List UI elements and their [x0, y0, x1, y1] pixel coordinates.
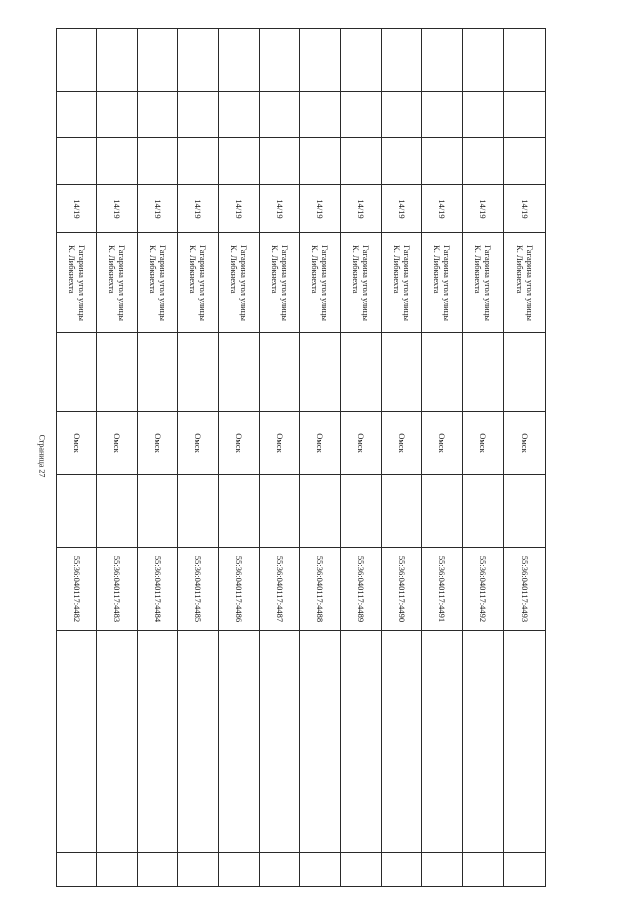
cadastral-text: 55:36:040117:4488: [315, 555, 325, 623]
table-cell: [463, 92, 504, 138]
table-cell: [504, 475, 546, 548]
table-cell: [422, 631, 463, 853]
table-cell: [178, 412, 219, 475]
address-line-1: Гагарина угол улицы: [279, 244, 290, 321]
address-line-1: Гагарина угол улицы: [157, 244, 168, 321]
table-cell: [138, 29, 178, 92]
address-line-2: К. Либкнехта: [269, 244, 280, 294]
table-cell: [382, 138, 422, 185]
table-cell: [178, 475, 219, 548]
table-cell: [138, 92, 178, 138]
table-cell: [463, 631, 504, 853]
address-line-2: К. Либкнехта: [66, 244, 77, 294]
table-cell: [504, 185, 546, 233]
address-line-2: К. Либкнехта: [147, 244, 158, 294]
table-cell: [219, 92, 260, 138]
table-cell: [463, 185, 504, 233]
table-cell: [463, 29, 504, 92]
table-cell: [341, 29, 382, 92]
table-cell: [97, 92, 138, 138]
city-text: Омск: [315, 433, 325, 453]
number-text: 14/19: [519, 198, 530, 219]
table-cell: [300, 475, 341, 548]
table-cell: [504, 233, 546, 333]
table-cell: [260, 233, 300, 333]
table-cell: [178, 548, 219, 631]
address-line-2: К. Либкнехта: [391, 244, 402, 294]
table-cell: [219, 475, 260, 548]
table-band: [57, 333, 546, 412]
table-cell: [341, 233, 382, 333]
table-cell: [97, 333, 138, 412]
table-band: [57, 138, 546, 185]
table-cell: [422, 138, 463, 185]
table-cell: [422, 233, 463, 333]
table-cell: [260, 185, 300, 233]
address-text: [148, 245, 168, 321]
table-cell: [504, 333, 546, 412]
table-cell: [341, 475, 382, 548]
table-cell: [97, 412, 138, 475]
table-cell: [57, 475, 97, 548]
address-text: [107, 245, 127, 321]
table-cell: [219, 853, 260, 887]
table-cell: [260, 412, 300, 475]
table-cell: [219, 233, 260, 333]
address-line-2: К. Либкнехта: [432, 244, 442, 294]
number-text: 14/19: [71, 198, 82, 219]
number-text: 14/19: [193, 198, 203, 219]
table-cell: [138, 138, 178, 185]
number-text: 14/19: [234, 198, 244, 219]
cadastral-text: 55:36:040117:4484: [152, 555, 163, 623]
table-cell: [97, 29, 138, 92]
table-cell: [341, 548, 382, 631]
table-cell: [57, 138, 97, 185]
table-cell: [422, 185, 463, 233]
table-cell: [504, 138, 546, 185]
table-cell: [260, 92, 300, 138]
table-cell: [341, 853, 382, 887]
address-line-2: К. Либкнехта: [473, 244, 483, 294]
address-line-2: К. Либкнехта: [514, 244, 525, 294]
table-cell: [138, 548, 178, 631]
table-cell: [463, 412, 504, 475]
table-band: [57, 233, 546, 333]
table-cell: [382, 548, 422, 631]
table-cell: [300, 233, 341, 333]
table-cell: [138, 412, 178, 475]
table-cell: [178, 185, 219, 233]
table-cell: [422, 92, 463, 138]
table-cell: [382, 412, 422, 475]
address-line-1: Гагарина угол улицы: [483, 244, 493, 321]
table-cell: [178, 92, 219, 138]
table-cell: [422, 548, 463, 631]
table-cell: [300, 138, 341, 185]
number-text: 14/19: [356, 198, 366, 219]
table-cell: [463, 138, 504, 185]
address-text: [270, 245, 290, 321]
table-cell: [422, 475, 463, 548]
table-cell: [97, 475, 138, 548]
city-text: Омск: [356, 433, 366, 453]
address-line-2: К. Либкнехта: [310, 244, 320, 294]
city-text: Омск: [71, 433, 82, 453]
table-band: [57, 475, 546, 548]
table-cell: [97, 233, 138, 333]
table-cell: [300, 29, 341, 92]
address-line-2: К. Либкнехта: [229, 244, 239, 294]
table-cell: [382, 185, 422, 233]
table-cell: [504, 631, 546, 853]
table-cell: [178, 233, 219, 333]
number-text: 14/19: [396, 198, 407, 219]
table-cell: [219, 185, 260, 233]
table-cell: [341, 333, 382, 412]
number-text: 14/19: [274, 198, 285, 219]
city-text: Омск: [152, 433, 163, 453]
table-band: [57, 92, 546, 138]
cadastral-text: 55:36:040117:4492: [478, 555, 488, 623]
table-cell: [382, 333, 422, 412]
table-cell: [178, 631, 219, 853]
table-cell: [504, 853, 546, 887]
table-cell: [260, 853, 300, 887]
table-cell: [97, 631, 138, 853]
table-cell: [219, 548, 260, 631]
cadastral-text: 55:36:040117:4490: [396, 555, 407, 623]
address-line-2: К. Либкнехта: [188, 244, 198, 294]
address-line-1: Гагарина угол улицы: [320, 244, 330, 321]
address-text: [515, 245, 535, 321]
address-text: [351, 245, 371, 321]
table-cell: [382, 29, 422, 92]
address-line-1: Гагарина угол улицы: [524, 244, 535, 321]
cadastral-text: 55:36:040117:4493: [519, 555, 530, 623]
cadastral-text: 55:36:040117:4485: [193, 555, 203, 623]
table-cell: [300, 548, 341, 631]
address-line-1: Гагарина угол улицы: [117, 244, 127, 321]
table-cell: [138, 333, 178, 412]
table-cell: [341, 138, 382, 185]
address-line-1: Гагарина угол улицы: [401, 244, 412, 321]
table-cell: [178, 333, 219, 412]
table-cell: [300, 333, 341, 412]
table-cell: [178, 853, 219, 887]
city-text: Омск: [234, 433, 244, 453]
cadastral-text: 55:36:040117:4486: [234, 555, 244, 623]
table-cell: [57, 185, 97, 233]
table-cell: [57, 29, 97, 92]
city-text: Омск: [274, 433, 285, 453]
table-cell: [260, 631, 300, 853]
address-text: [188, 245, 208, 321]
table-band: [57, 412, 546, 475]
table-cell: [97, 548, 138, 631]
table-cell: [463, 475, 504, 548]
table-cell: [138, 475, 178, 548]
address-line-1: Гагарина угол улицы: [361, 244, 371, 321]
table-band: [57, 853, 546, 887]
table-cell: [97, 138, 138, 185]
table-cell: [138, 185, 178, 233]
table-cell: [382, 233, 422, 333]
table-cell: [422, 853, 463, 887]
table-cell: [382, 631, 422, 853]
table-cell: [219, 333, 260, 412]
number-text: 14/19: [478, 198, 488, 219]
table-cell: [504, 412, 546, 475]
cadastral-text: 55:36:040117:4483: [112, 555, 122, 623]
table-cell: [97, 853, 138, 887]
address-text: [392, 245, 412, 321]
number-text: 14/19: [437, 198, 447, 219]
table-cell: [219, 138, 260, 185]
city-text: Омск: [193, 433, 203, 453]
table-cell: [219, 631, 260, 853]
city-text: Омск: [478, 433, 488, 453]
table-cell: [300, 853, 341, 887]
address-line-1: Гагарина угол улицы: [198, 244, 208, 321]
table-cell: [57, 333, 97, 412]
table-cell: [260, 333, 300, 412]
city-text: Омск: [437, 433, 447, 453]
number-text: 14/19: [152, 198, 163, 219]
address-text: [310, 245, 330, 321]
address-line-1: Гагарина угол улицы: [239, 244, 249, 321]
table-cell: [138, 631, 178, 853]
city-text: Омск: [112, 433, 122, 453]
table-cell: [382, 92, 422, 138]
cadastral-text: 55:36:040117:4489: [356, 555, 366, 623]
table-cell: [97, 185, 138, 233]
table-cell: [382, 853, 422, 887]
address-text: [473, 245, 493, 321]
table-cell: [382, 475, 422, 548]
table-cell: [463, 333, 504, 412]
table-cell: [341, 631, 382, 853]
address-line-2: К. Либкнехта: [107, 244, 117, 294]
table-cell: [504, 29, 546, 92]
number-text: 14/19: [112, 198, 122, 219]
address-text: [432, 245, 452, 321]
table-cell: [422, 412, 463, 475]
table-band: [57, 185, 546, 233]
table-band: [57, 548, 546, 631]
table-band: [57, 29, 546, 92]
table-cell: [178, 138, 219, 185]
table-cell: [300, 185, 341, 233]
table-cell: [422, 333, 463, 412]
table-cell: [219, 412, 260, 475]
table-cell: [138, 853, 178, 887]
table-cell: [463, 233, 504, 333]
cadastral-text: 55:36:040117:4487: [274, 555, 285, 623]
table-cell: [504, 92, 546, 138]
table-cell: [219, 29, 260, 92]
table-cell: [57, 631, 97, 853]
city-text: Омск: [519, 433, 530, 453]
table-band: [57, 631, 546, 853]
cadastral-text: 55:36:040117:4491: [437, 555, 447, 623]
city-text: Омск: [396, 433, 407, 453]
table-cell: [260, 548, 300, 631]
table-cell: [463, 548, 504, 631]
table-cell: [178, 29, 219, 92]
cadastral-text: 55:36:040117:4482: [71, 555, 82, 623]
page-number-label: Страница 27: [37, 434, 47, 478]
table-cell: [260, 138, 300, 185]
table-cell: [504, 548, 546, 631]
table-cell: [57, 92, 97, 138]
table-cell: [57, 548, 97, 631]
table-cell: [341, 412, 382, 475]
table-cell: [300, 92, 341, 138]
table-cell: [300, 412, 341, 475]
table-cell: [422, 29, 463, 92]
address-line-2: К. Либкнехта: [351, 244, 361, 294]
table-cell: [341, 185, 382, 233]
cadastral-table: [56, 28, 546, 887]
table-cell: [260, 29, 300, 92]
address-text: [229, 245, 249, 321]
address-text: [67, 245, 87, 321]
table-cell: [300, 631, 341, 853]
table-cell: [57, 853, 97, 887]
number-text: 14/19: [315, 198, 325, 219]
address-line-1: Гагарина угол улицы: [442, 244, 452, 321]
table-cell: [463, 853, 504, 887]
table-cell: [260, 475, 300, 548]
table-cell: [57, 412, 97, 475]
table-cell: [341, 92, 382, 138]
table-cell: [57, 233, 97, 333]
table-cell: [138, 233, 178, 333]
address-line-1: Гагарина угол улицы: [76, 244, 87, 321]
